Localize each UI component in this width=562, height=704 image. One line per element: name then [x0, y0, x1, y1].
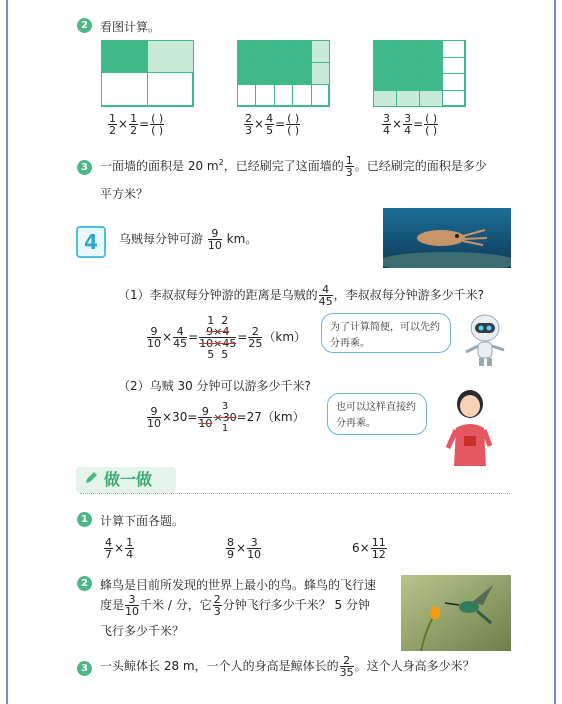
numerator: 1 — [130, 112, 138, 125]
equals-sign: = — [139, 117, 150, 131]
page-border-left — [6, 0, 8, 704]
reduced-bottom-2: 5 — [221, 348, 229, 361]
denominator: 10 — [247, 548, 262, 561]
grid-cell-lightshaded — [311, 62, 330, 85]
cuttlefish-photo — [383, 208, 511, 268]
denominator: 45 — [173, 337, 188, 350]
grid-cell-lightshaded — [419, 90, 443, 108]
reduced-bottom-1: 5 — [207, 348, 215, 361]
grid-cell-shaded — [419, 40, 443, 58]
superscript: 2 — [218, 158, 224, 167]
fraction-grid-1 — [101, 40, 193, 106]
item3-line2: 平方米？ — [100, 187, 149, 201]
numerator: 9 — [147, 326, 161, 338]
fraction-grid-3 — [373, 40, 465, 106]
grid-cell — [311, 84, 330, 107]
grid-cell — [292, 84, 311, 107]
pencil-icon — [84, 467, 100, 493]
denominator: 7 — [105, 548, 112, 561]
item-number-2: 2 — [77, 18, 92, 33]
denominator: 12 — [371, 548, 386, 561]
item3-text: ，已经刷完了这面墙的 — [223, 159, 344, 173]
answer-blank-denominator: ( ) — [151, 124, 164, 137]
practice2-line1: 蜂鸟是目前所发现的世界上最小的鸟。蜂鸟的飞行速 — [100, 578, 377, 592]
grid-cell-shaded — [274, 40, 293, 63]
numerator: 3 — [404, 112, 412, 125]
denominator: 3 — [213, 605, 221, 618]
reduced-bottom: 1 — [221, 423, 229, 434]
item2-expression-1 — [107, 113, 165, 136]
practice-title: 做一做 — [104, 470, 153, 489]
grid-cell — [442, 40, 466, 58]
numerator: 1 — [345, 154, 353, 167]
practice3-text — [100, 655, 475, 678]
intro-unit: km。 — [226, 232, 258, 246]
grid-cell — [442, 90, 466, 108]
practice1-expr-1: $\frac{4}{7}$ × $\frac{1}{4}$ — [105, 536, 134, 561]
item2-title: 看图计算。 — [100, 20, 161, 34]
numerator: 9 — [198, 406, 212, 418]
grid-cell — [255, 84, 274, 107]
unit: （km） — [263, 330, 307, 344]
answer-blank-numerator: ( ) — [151, 112, 164, 125]
grid-cell-shaded — [237, 62, 256, 85]
practice2-text: 千米 / 分，它 — [140, 598, 212, 612]
grid-cell-shaded — [373, 57, 397, 75]
practice1-title: 计算下面各题。 — [100, 514, 185, 528]
times-sign: × — [254, 117, 265, 131]
section4-q1 — [118, 284, 484, 307]
denominator-crossed: 10 — [198, 417, 213, 430]
practice2-line3: 飞行多少千米？ — [100, 624, 185, 638]
hint-bubble-girl: 也可以这样直接约分再乘。 — [327, 393, 427, 435]
practice2-line2 — [100, 594, 370, 617]
denominator: 4 — [126, 548, 134, 561]
section4-intro — [119, 228, 257, 251]
practice3-text-b: 。这个人身高多少米？ — [354, 659, 475, 673]
practice1-expr-3 — [352, 537, 388, 560]
q1-text: （1）李叔叔每分钟游的距离是乌贼的 — [118, 288, 318, 302]
section-divider — [80, 493, 510, 494]
item3-line1 — [100, 155, 487, 178]
grid-cell-shaded — [396, 57, 420, 75]
grid-cell-lightshaded — [311, 40, 330, 63]
practice2-text: 度是 — [100, 598, 125, 612]
intro-text: 乌贼每分钟可游 — [119, 232, 204, 246]
numerator: 3 — [247, 537, 261, 549]
denominator-crossed: 10×45 — [199, 337, 237, 350]
numerator: 9 — [147, 406, 161, 418]
result: =27（km） — [236, 410, 305, 424]
section4-q2: （2）乌贼 30 分钟可以游多少千米? — [118, 379, 311, 393]
grid-cell-shaded — [419, 57, 443, 75]
practice2-text: 分钟飞行多少千米？ 5 分钟 — [222, 598, 370, 612]
grid-cell-shaded — [274, 62, 293, 85]
numerator: 2 — [245, 112, 252, 125]
grid-cell-shaded — [292, 62, 311, 85]
denominator: 2 — [109, 124, 116, 137]
answer-blank-numerator: ( ) — [425, 112, 438, 125]
answer-blank-denominator: ( ) — [287, 124, 300, 137]
grid-cell-shaded — [373, 73, 397, 91]
item2-expression-3 — [381, 113, 439, 136]
denominator: 10 — [125, 605, 140, 618]
grid-cell-shaded — [373, 40, 397, 58]
grid-cell — [101, 72, 148, 107]
numerator: 4 — [319, 284, 333, 296]
girl-illustration — [440, 386, 500, 466]
fraction-grid-2 — [237, 40, 329, 106]
times-sign: × — [392, 117, 403, 131]
item3-text: 一面墙的面积是 20 m — [100, 159, 219, 173]
grid-cell — [442, 57, 466, 75]
numerator: 2 — [213, 593, 221, 606]
hummingbird-photo — [401, 575, 511, 651]
practice3-text-a: 一头鲸体长 28 m，一个人的身高是鲸体长的 — [100, 659, 339, 673]
denominator: 45 — [318, 295, 333, 308]
equals-sign: = — [275, 117, 286, 131]
denominator: 4 — [383, 124, 390, 137]
q1-text: ，李叔叔每分钟游多少千米? — [333, 288, 485, 302]
numerator: 4 — [266, 112, 274, 125]
grid-cell-lightshaded — [373, 90, 397, 108]
section4-calc1: $\frac{9}{10}$ × $\frac{4}{45}$ = 1 2 9×4 10×45 5 5 = $\frac{2}{25}$ （km） — [147, 314, 307, 361]
grid-cell-lightshaded — [396, 90, 420, 108]
grid-cell — [237, 84, 256, 107]
denominator: 25 — [248, 337, 263, 350]
section4-calc2 — [146, 401, 305, 434]
reduced-top: 3 — [221, 401, 229, 412]
practice-number-1: 1 — [77, 512, 92, 527]
denominator: 3 — [345, 166, 353, 179]
hint-bubble-robot: 为了计算简便，可以先约分再乘。 — [321, 313, 451, 353]
denominator: 10 — [147, 417, 161, 430]
practice1-expr-2: $\frac{8}{9}$ × $\frac{3}{10}$ — [227, 536, 262, 561]
grid-cell-shaded — [237, 40, 256, 63]
reduced-top-2: 2 — [221, 314, 229, 327]
practice-number-3: 3 — [77, 661, 92, 676]
grid-cell-shaded — [101, 40, 148, 73]
numerator: 2 — [340, 655, 354, 667]
denominator: 4 — [404, 124, 412, 137]
numerator: 11 — [371, 536, 386, 549]
grid-cell-shaded — [255, 40, 274, 63]
practice-banner — [76, 467, 176, 493]
numerator: 3 — [125, 594, 139, 606]
numerator: 9 — [208, 228, 222, 240]
grid-cell-shaded — [292, 40, 311, 63]
denominator: 10 — [207, 239, 222, 252]
denominator: 35 — [339, 666, 354, 679]
times-30: ×30 — [162, 410, 188, 424]
numerator: 2 — [248, 326, 262, 338]
item-number-3: 3 — [77, 160, 92, 175]
denominator: 2 — [130, 124, 138, 137]
item3-text: 。已经刷完的面积是多少 — [354, 159, 487, 173]
numerator-crossed: 9×4 — [199, 326, 236, 338]
times-sign: × — [118, 117, 129, 131]
item2-expression-2 — [243, 113, 301, 136]
numerator: 1 — [126, 536, 134, 549]
equals-sign: = — [187, 410, 198, 424]
grid-cell — [442, 73, 466, 91]
robot-illustration — [460, 312, 510, 368]
answer-blank-numerator: ( ) — [287, 112, 300, 125]
denominator: 5 — [266, 124, 274, 137]
grid-cell — [147, 72, 194, 107]
denominator: 10 — [147, 337, 161, 350]
numerator: 8 — [227, 536, 234, 549]
numerator: 4 — [105, 536, 112, 549]
grid-cell-shaded — [396, 73, 420, 91]
denominator: 9 — [227, 548, 234, 561]
numerator: 3 — [383, 112, 390, 125]
grid-cell-shaded — [255, 62, 274, 85]
denominator: 3 — [245, 124, 252, 137]
answer-blank-denominator: ( ) — [425, 124, 438, 137]
times-30-crossed: ×30 — [213, 411, 237, 424]
numerator: 1 — [109, 112, 116, 125]
grid-cell — [274, 84, 293, 107]
whole-number-times: 6× — [352, 541, 370, 555]
numerator: 4 — [173, 326, 187, 338]
reduced-top-1: 1 — [207, 314, 215, 327]
grid-cell-shaded — [419, 73, 443, 91]
grid-cell-shaded — [396, 40, 420, 58]
page-border-right — [554, 0, 556, 704]
equals-sign: = — [413, 117, 424, 131]
practice-number-2: 2 — [77, 576, 92, 591]
example-badge-4: 4 — [76, 226, 106, 258]
grid-cell-lightshaded — [147, 40, 194, 73]
